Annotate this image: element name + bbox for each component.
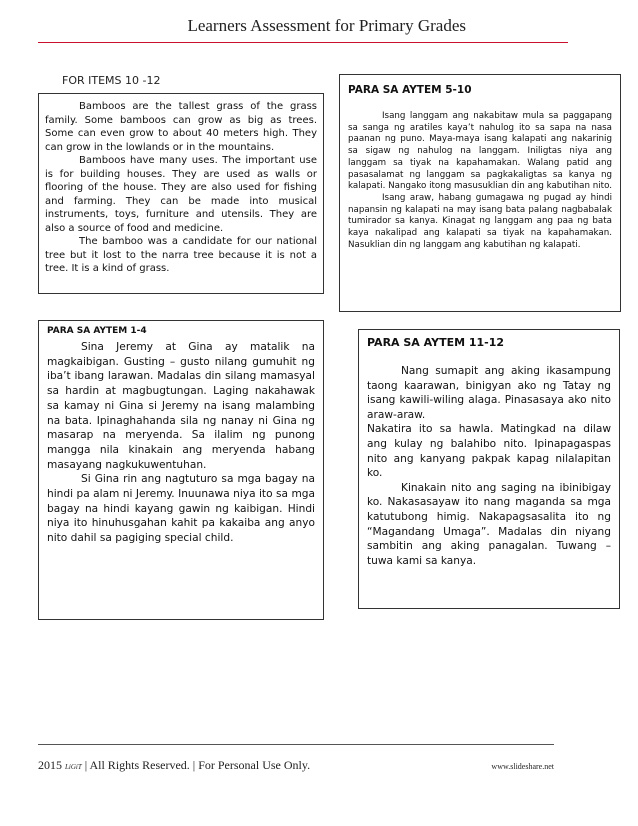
footer-brand: LiGiT (65, 763, 82, 771)
footer-url: www.slideshare.net (491, 762, 554, 771)
passage-paragraph: Bamboos are the tallest grass of the grass family. Some bamboos can grow as big as trees. Some can even grow to about 40 meters high. They can grow in the lowlands or in the mountains. (45, 101, 317, 153)
passage-paragraph: Isang araw, habang gumagawa ng pugad ay hindi napansin ng kalapati na may isang bata palang nagbabalak tumirador sa kanya. Kinagat ng langgam ang paa ng bata kaya nakalipad ang kalapati sa tiyak na kapahamakan. Nasuklian din ng langgam ang kabutihan ng kalapati. (348, 192, 612, 250)
passage-box-alaga (358, 329, 620, 609)
passage-paragraph: Nang sumapit ang aking ikasampung taong kaarawan, binigyan ako ng Tatay ng isang kawili-wiling alaga. Pinasasaya ako nito araw-araw. (367, 365, 611, 421)
passage-paragraph: Sina Jeremy at Gina ay matalik na magkaibigan. Gusting – gusto nilang gumuhit ng iba’t ibang larawan. Madalas din silang mamasyal sa hardin at magbugtungan. Laging nakahawak sa kamay ni Gina si Jeremy na isang malambing na bata. Ipinaghahanda sila ng nanay ni Gina ng masarap na meryenda. Sa ilalim ng punong mangga nila kinakain ang meryenda habang masayang nagkukuwentuhan. (47, 341, 315, 471)
passage-box-jeremy-gina (38, 320, 324, 620)
passage-box-bamboo (38, 93, 324, 294)
footer-year: 2015 (38, 758, 62, 772)
passage-title: PARA SA AYTEM 11-12 (367, 336, 505, 349)
passage-paragraph: Nakatira ito sa hawla. Matingkad na dilaw ang kulay ng balahibo nito. Ipinapagaspas nito ang kanyang pakpak kapag nilalapitan ko. (367, 423, 611, 480)
footer-copyright (38, 758, 310, 773)
page-title: Learners Assessment for Primary Grades (187, 16, 466, 35)
passage-paragraph: Kinakain nito ang saging na ibinibigay ko. Nakasasayaw ito nang maganda sa mga katutubong himig. Nakapagsasalita ito ng “Magandang Umaga”. Madalas din niyang sambitin ang aking panagalan. Tuwang – tuwa kami sa kanya. (367, 481, 611, 567)
passage-paragraph: Bamboos have many uses. The important use is for building houses. They are used as walls or flooring of the house. They are also used for fishing and farming. They can be made into musical instruments, toys, furniture and utensils. They are also a source of food and medicine. (45, 155, 317, 234)
passage-paragraph: Isang langgam ang nakabitaw mula sa paggapang sa sanga ng aratiles kaya’t nahulog ito sa sapa na nasa paanan ng puno. Maya-maya isang kalapati ang nakarinig sa sigaw ng nahulog na langgam. Iniligtas niya ang langgam sa tiyak na kapahamakan. Walang patid ang pasasalamat ng langgam sa pagkakaligtas sa kanya ng kalapati. Nangako itong masusuklian din ang kabutihan nito. (348, 111, 612, 192)
items-label-10-12: FOR ITEMS 10 -12 (62, 74, 161, 87)
passage-box-langgam (339, 74, 621, 312)
passage-paragraph: The bamboo was a candidate for our national tree but it lost to the narra tree because it is not a tree. It is a kind of grass. (45, 236, 317, 274)
page-header (0, 14, 638, 46)
passage-paragraph: Si Gina rin ang nagtuturo sa mga bagay na hindi pa alam ni Jeremy. Inuunawa niya ito sa mga bagay na hindi kayang gawin ng kaibigan. Hindi niya ito hinuhusgahan kahit pa kakaiba ang anyo nito dahil sa pagiging special child. (47, 473, 315, 545)
footer-text: | All Rights Reserved. | For Personal Use Only. (84, 758, 311, 772)
footer-rule (38, 744, 554, 745)
passage-title: PARA SA AYTEM 1-4 (47, 326, 147, 336)
passage-title: PARA SA AYTEM 5-10 (348, 84, 472, 96)
header-rule (38, 42, 568, 43)
